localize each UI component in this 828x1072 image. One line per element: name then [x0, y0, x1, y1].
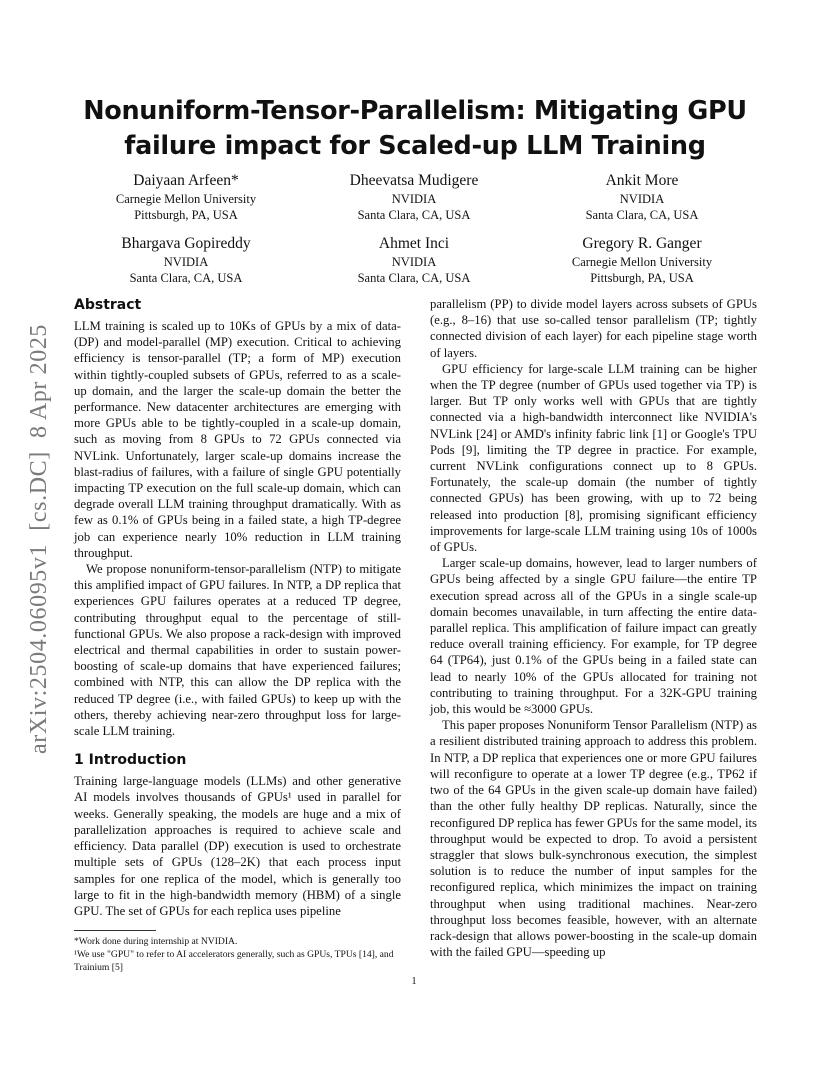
page-number: 1: [411, 976, 417, 987]
arxiv-identifier-stamp: [16, 288, 58, 758]
author-location: Santa Clara, CA, USA: [357, 271, 471, 285]
body-paragraph: GPU efficiency for large-scale LLM training can be higher when the TP degree (number of GPUs used together via TP) is larger. But TP only works well with GPUs that are tightly connected via a high-bandwidth interconnect like NVIDIA's NVLink [24] or AMD's infinity fabric link [1] or Google's TPU Pods [9], limiting the TP degree in practice. For example, current NVLink configurations connect up to 8 GPUs. Fortunately, the scale-up domain (the number of tightly connected GPUs) has been growing, with up to 72 being released into production [8], promising significant efficiency improvements for large-scale LLM training using 10s of 1000s of GPUs.: [430, 361, 757, 555]
author-affiliation: NVIDIA: [391, 192, 437, 206]
arxiv-id-text: arXiv:2504.06095v1 [cs.DC] 8 Apr 2025: [26, 323, 52, 754]
right-column: [430, 296, 757, 960]
footnote: *Work done during internship at NVIDIA.: [74, 936, 238, 947]
author-name: Daiyaan Arfeen*: [133, 172, 239, 189]
author-name: Ahmet Inci: [378, 235, 450, 252]
author-affiliation: NVIDIA: [391, 255, 437, 269]
body-paragraph: Training large-language models (LLMs) and other generative AI models involves thousands of GPUs¹ used in parallel for weeks. Generally speaking, the models are huge and a mix of parallelization approaches is required to achieve scale and efficiency. Data parallel (DP) execution is used to orchestrate multiple sets of GPUs (128–2K) that each process input samples for one replica of the model, which is generally too large to fit in the high-bandwidth memory (HBM) of a single GPU. The set of GPUs for each replica uses pipeline: [74, 774, 401, 918]
author-row: [72, 234, 756, 286]
author-location: Pittsburgh, PA, USA: [134, 208, 238, 222]
author-location: Santa Clara, CA, USA: [129, 271, 243, 285]
author-affiliation: NVIDIA: [163, 255, 209, 269]
footnote-divider: [74, 930, 156, 931]
author-block: [72, 234, 300, 286]
author-name: Bhargava Gopireddy: [121, 235, 251, 252]
abstract-paragraph: LLM training is scaled up to 10Ks of GPUs by a mix of data-(DP) and model-parallel (MP) execution. Critical to achieving efficiency is tensor-parallel (TP; a form of MP) execution within tightly-coupled subsets of GPUs, referred to as a scale-up domain, and the larger the scale-up domain the better the performance. New datacenter architectures are emerging with more GPUs able to be tightly-coupled in a scale-up domain, such as moving from 8 GPUs to 72 GPUs connected via NVLink. Unfortunately, larger scale-up domains increase the blast-radius of failures, with a failure of single GPU potentially impacting TP execution on the full scale-up domain, which can degrade overall LLM training throughput dramatically. With as few as 0.1% of GPUs being in a failed state, a high TP-degree job can experience nearly 10% reduction in LLM training throughput.: [74, 319, 401, 560]
author-name: Gregory R. Ganger: [582, 235, 702, 252]
author-name: Dheevatsa Mudigere: [349, 172, 479, 189]
author-affiliation: NVIDIA: [619, 192, 665, 206]
paper-title: Nonuniform-Tensor-Parallelism: Mitigating GPU failure impact for Scaled-up LLM Training: [83, 96, 747, 161]
author-block: [300, 234, 528, 286]
author-block: [300, 171, 528, 223]
author-block: [72, 171, 300, 223]
author-name: Ankit More: [605, 172, 679, 189]
author-location: Pittsburgh, PA, USA: [590, 271, 694, 285]
body-paragraph: parallelism (PP) to divide model layers across subsets of GPUs (e.g., 8–16) that use so-called tensor parallelism (TP; tightly connected division of each layer) for each pipeline stage worth of layers.: [430, 297, 757, 360]
footnote: ¹We use "GPU" to refer to AI accelerators generally, such as GPUs, TPUs [14], and Trainium [5]: [74, 949, 394, 973]
abstract-heading: Abstract: [74, 297, 142, 313]
body-paragraph: Larger scale-up domains, however, lead to larger numbers of GPUs being affected by a single GPU failure—the entire TP execution spread across all of the GPUs in a single scale-up domain becomes unavailable, in turn affecting the entire data-parallel replica. This amplification of failure impact can greatly reduce overall training efficiency. For example, for TP degree 64 (TP64), just 0.1% of the GPUs being in a failed state can lead to nearly 10% of the GPUs allocated for training not contributing to training throughput. For a 32K-GPU training job, this would be ≈3000 GPUs.: [430, 556, 757, 717]
author-block: [528, 171, 756, 223]
author-affiliation: Carnegie Mellon University: [571, 255, 713, 269]
author-block: [528, 234, 756, 286]
abstract-paragraph: We propose nonuniform-tensor-parallelism (NTP) to mitigate this amplified impact of GPU failures. In NTP, a DP replica that experiences GPU failures operates at a reduced TP degree, contributing throughput equal to the percentage of still-functional GPUs. We also propose a rack-design with improved electrical and thermal capabilities in order to sustain power-boosting of scale-up domains that have experienced failures; combined with NTP, this can allow the DP replica with the reduced TP degree (i.e., with failed GPUs) to keep up with the others, thereby achieving near-zero throughput loss for large-scale LLM training.: [74, 562, 401, 739]
author-location: Santa Clara, CA, USA: [357, 208, 471, 222]
author-affiliation: Carnegie Mellon University: [115, 192, 257, 206]
footnotes: [74, 930, 401, 974]
left-column: [74, 296, 401, 919]
author-location: Santa Clara, CA, USA: [585, 208, 699, 222]
body-paragraph: This paper proposes Nonuniform Tensor Parallelism (NTP) as a resilient distributed training approach to address this problem. In NTP, a DP replica that experiences one or more GPU failures will reconfigure to operate at a lower TP degree (e.g., TP62 if two of the 64 GPUs in the given scale-up domain have failed) than the other fully healthy DP replicas. Naturally, since the reconfigured DP replica has fewer GPUs for the same model, its throughput would be expected to drop. To avoid a persistent straggler that slows bulk-synchronous execution, the simplest solution is to reduce the number of input samples for the reconfigured replica, which minimizes the impact on training throughput when using traditional machines. Near-zero throughput loss becomes feasible, however, with an alternate rack-design that allows power-boosting in the scale-up domain with the failed GPU—speeding up: [430, 718, 757, 960]
author-row: [72, 171, 756, 223]
introduction-heading: 1 Introduction: [74, 752, 187, 769]
